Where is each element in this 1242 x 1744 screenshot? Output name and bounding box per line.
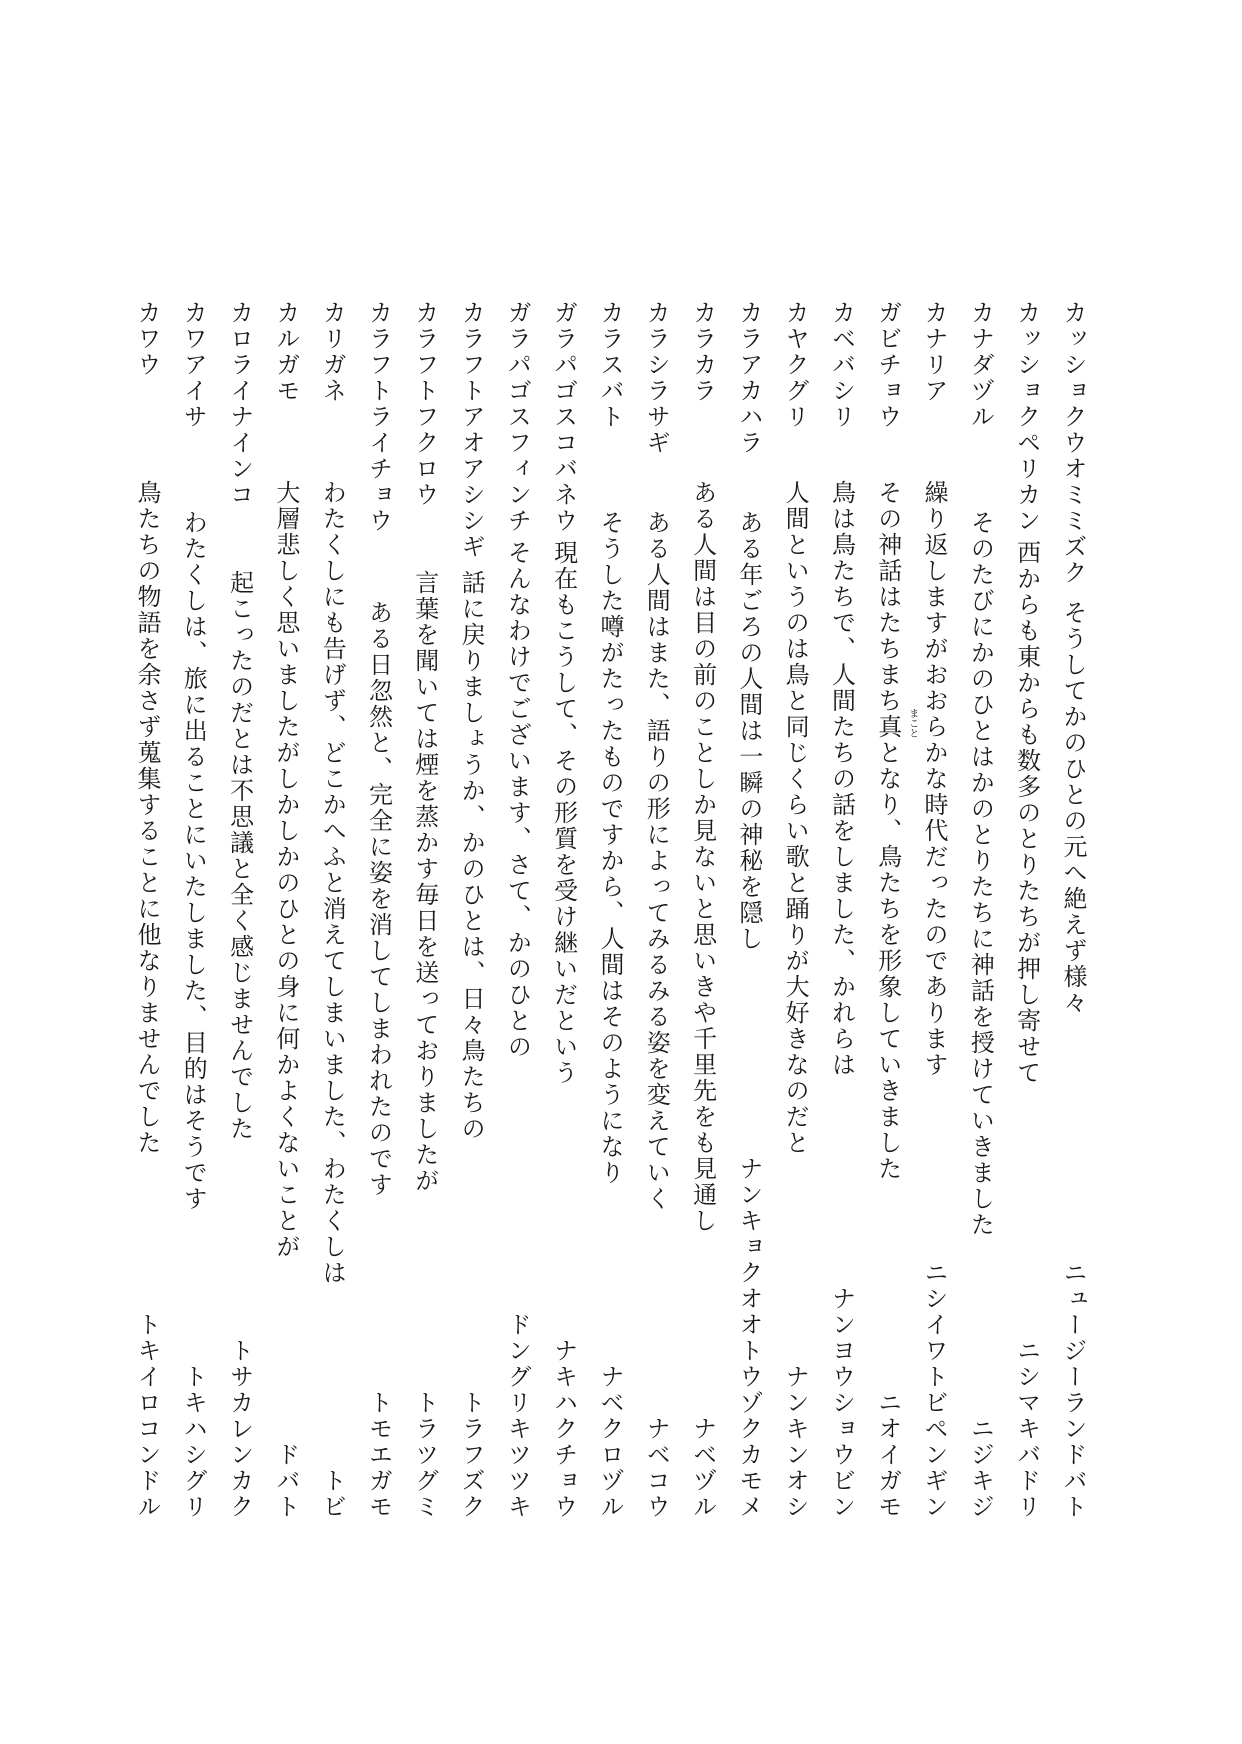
bird-name: カッショクペリカン [1012, 300, 1041, 534]
column-1 [1056, 300, 1090, 1520]
column-4 [917, 300, 951, 1520]
column-6 [824, 300, 858, 1520]
narrative-line: わたくしは、旅に出ることにいたしました、目的はそうです [179, 510, 208, 1212]
narrative-line: 言葉を聞いては煙を蒸かす毎日を送っておりましたが [410, 570, 439, 1194]
bird-name: ナキハクチョウ [549, 1338, 578, 1520]
narrative-line: ある日忽然と、完全に姿を消してしまわれたのです [364, 600, 393, 1198]
bird-name: カラシラサギ [642, 300, 671, 456]
ruby-annotation: まこと [906, 708, 918, 738]
bird-name: カベバシリ [827, 300, 856, 430]
narrative-line: 人間というのは鳥と同じくらい歌と踊りが大好きなのだと [781, 480, 810, 1156]
bird-name: ナベクロヅル [595, 1364, 624, 1520]
bird-name: カッショクウオミミズク [1058, 300, 1087, 586]
bird-name: カラアカハラ [734, 300, 763, 456]
bird-name: カワアイサ [179, 300, 208, 430]
bird-name: トビ [318, 1468, 347, 1520]
narrative-line: 西からも東からも数多のとりたちが押し寄せて [1012, 540, 1041, 1086]
column-8 [732, 300, 766, 1520]
column-5 [871, 300, 918, 1520]
bird-name: カラフトフクロウ [410, 300, 439, 508]
bird-name: トサカレンカク [225, 1338, 254, 1520]
column-13 [500, 300, 534, 1520]
bird-name: カラスバト [595, 300, 624, 430]
bird-name: トラフズク [457, 1390, 486, 1520]
column-19 [223, 300, 257, 1520]
narrative-line: その神話はたちまち真となり、鳥たちを形象していきました [873, 480, 902, 1182]
bird-name: トキハシグリ [179, 1364, 208, 1520]
narrative-line: 話に戻りましょうか、かのひとは、日々鳥たちの [457, 570, 486, 1142]
bird-name: ニシイワトビペンギン [920, 1260, 949, 1520]
narrative-line: そんなわけでございます、さて、かのひとの [503, 540, 532, 1060]
narrative-line: 繰り返しますがおおらかな時代だったのであります [920, 480, 949, 1078]
vertical-text-columns [130, 300, 1090, 1520]
bird-name: トモエガモ [364, 1390, 393, 1520]
column-11 [593, 300, 627, 1520]
column-18 [269, 300, 303, 1520]
narrative-line: 起こったのだとは不思議と全く感じませんでした [225, 570, 254, 1142]
bird-name: ナンキョクオオトウゾクカモメ [734, 1156, 763, 1520]
column-21 [130, 300, 164, 1520]
bird-name: ニオイガモ [873, 1390, 902, 1520]
column-7 [778, 300, 812, 1520]
bird-name: カルガモ [271, 300, 300, 404]
bird-name: ニシマキバドリ [1012, 1338, 1041, 1520]
bird-name: ナベコウ [642, 1416, 671, 1520]
column-12 [547, 300, 581, 1520]
narrative-line: そうした噂がたったものですから、人間はそのようになり [595, 510, 624, 1186]
bird-name: カナリア [920, 300, 949, 404]
narrative-line: ある人間は目の前のことしか見ないと思いきや千里先をも見通し [688, 480, 717, 1234]
bird-name: ドングリキツツキ [503, 1312, 532, 1520]
bird-name: カナダヅル [966, 300, 995, 430]
bird-name: カワウ [133, 300, 161, 378]
narrative-line: 鳥たちの物語を余さず蒐集することに他なりませんでした [133, 480, 161, 1156]
column-9 [686, 300, 720, 1520]
column-17 [315, 300, 349, 1520]
bird-name: カラカラ [688, 300, 717, 404]
narrative-line: 鳥は鳥たちで、人間たちの話をしました、かれらは [827, 480, 856, 1078]
bird-name: ナンキンオシ [781, 1364, 810, 1520]
bird-name: ガビチョウ [873, 300, 902, 430]
column-20 [176, 300, 210, 1520]
narrative-line: ある年ごろの人間は一瞬の神秘を隠し [734, 510, 763, 952]
bird-name: ガラパゴスフィンチ [503, 300, 532, 534]
narrative-line: ある人間はまた、語りの形によってみるみる姿を変えていく [642, 510, 671, 1212]
bird-name: ナベヅル [688, 1416, 717, 1520]
bird-name: トラツグミ [410, 1390, 439, 1520]
bird-name: ニジキジ [966, 1416, 995, 1520]
narrative-line: そうしてかのひとの元へ絶えず様々 [1058, 600, 1087, 1016]
narrative-line: そのたびにかのひとはかのとりたちに神話を授けていきました [966, 510, 995, 1238]
column-10 [639, 300, 673, 1520]
bird-name: カロライナインコ [225, 300, 254, 508]
column-15 [408, 300, 442, 1520]
column-2 [1010, 300, 1044, 1520]
narrative-line: 現在もこうして、その形質を受け継いだという [549, 540, 578, 1086]
column-3 [963, 300, 997, 1520]
bird-name: カラフトアオアシシギ [457, 300, 486, 560]
bird-name: ガラパゴスコバネウ [549, 300, 578, 534]
bird-name: カリガネ [318, 300, 347, 404]
bird-name: カラフトライチョウ [364, 300, 393, 534]
narrative-line: 大層悲しく思いましたがしかしかのひとの身に何かよくないことが [271, 480, 300, 1260]
bird-name: カヤクグリ [781, 300, 810, 430]
column-14 [454, 300, 488, 1520]
bird-name: ニュージーランドバト [1058, 1260, 1087, 1520]
bird-name: トキイロコンドル [133, 1312, 161, 1520]
narrative-line: わたくしにも告げず、どこかへふと消えてしまいました、わたくしは [318, 480, 347, 1286]
column-16 [361, 300, 395, 1520]
bird-name: ナンヨウショウビン [827, 1286, 856, 1520]
bird-name: ドバト [271, 1442, 300, 1520]
